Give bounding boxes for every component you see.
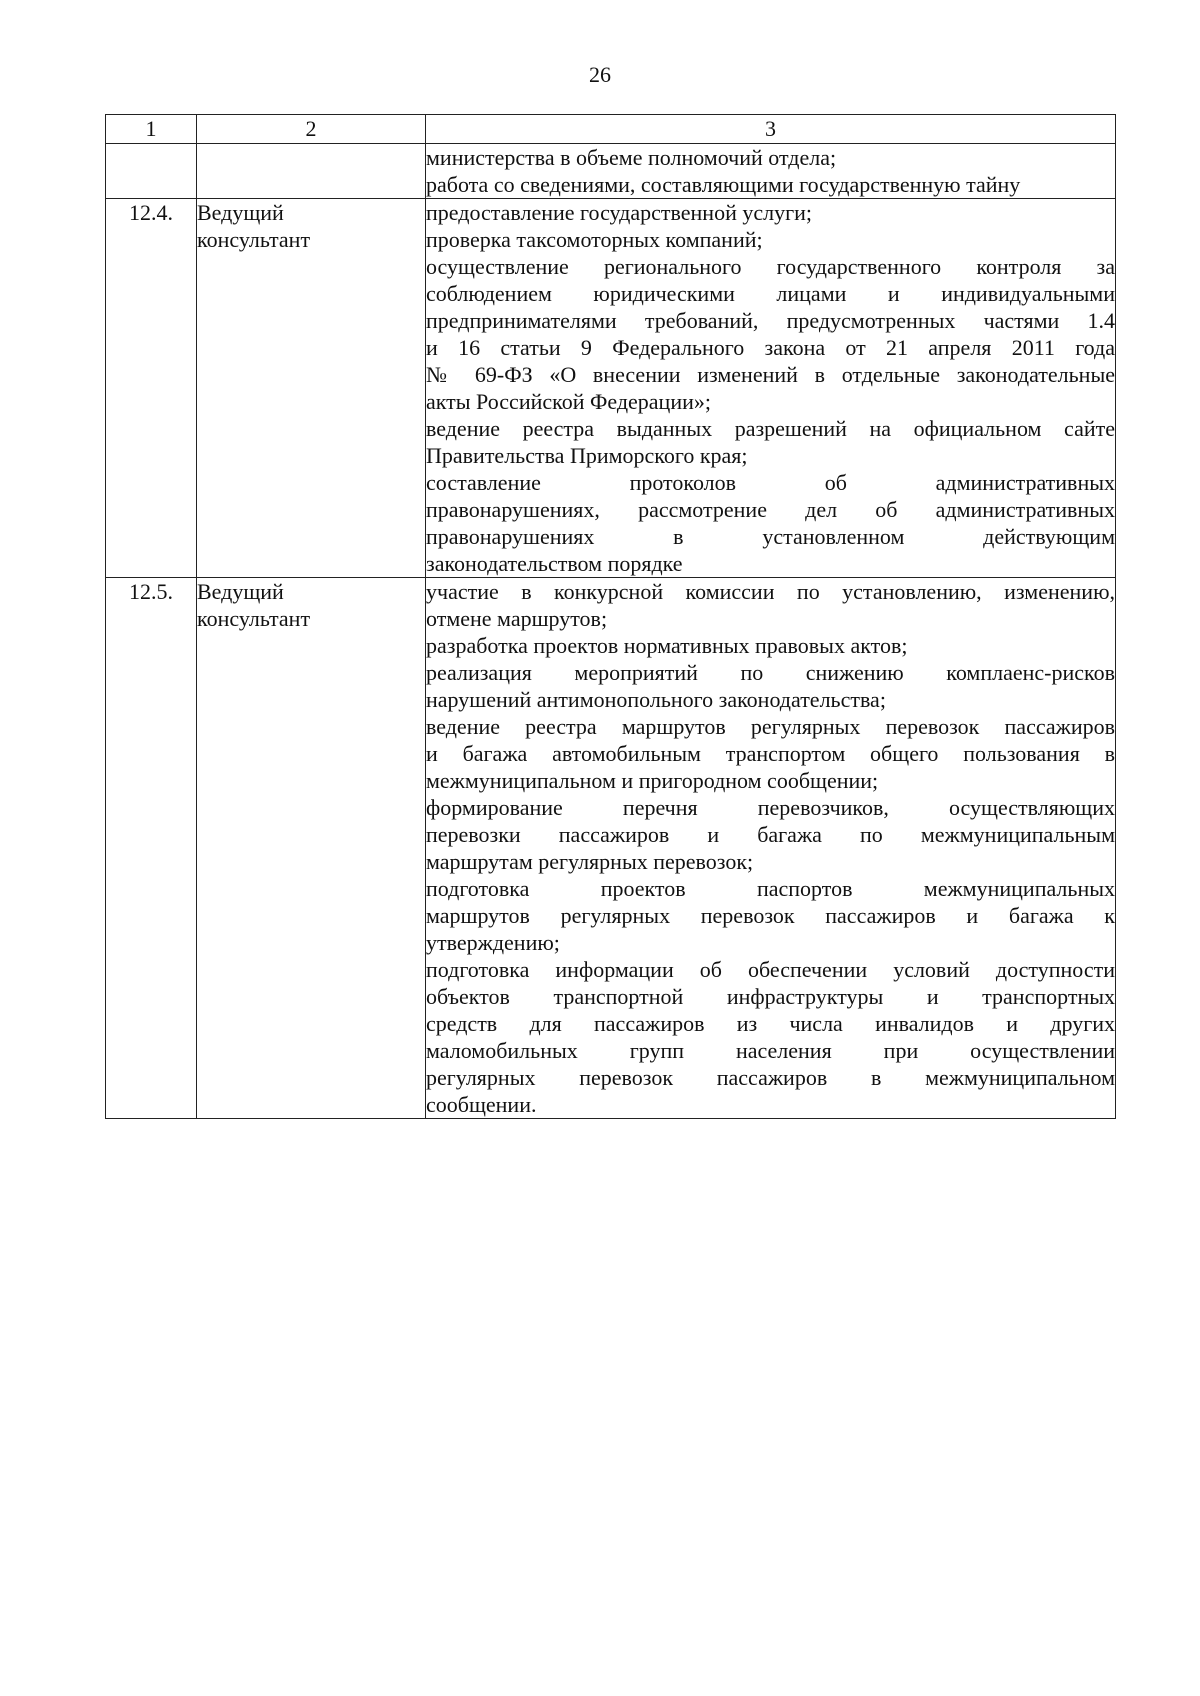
duty-text-line: подготовка информации об обеспечении условий доступности — [426, 957, 1115, 982]
duty-text-line: участие в конкурсной комиссии по установлению, изменению, — [426, 579, 1115, 604]
duty-item — [426, 794, 1115, 875]
duty-text-line: межмуниципальном и пригородном сообщении; — [426, 768, 879, 793]
duty-item — [426, 253, 1115, 415]
duty-text-line: осуществление регионального государственного контроля за — [426, 254, 1115, 279]
row-number-cell — [106, 144, 197, 199]
position-line: консультант — [197, 606, 311, 631]
table-row — [106, 144, 1116, 199]
duty-text-line: проверка таксомоторных компаний; — [426, 227, 763, 252]
table-row — [106, 578, 1116, 1119]
column-header-number: 1 — [106, 115, 197, 144]
duties-table — [105, 114, 1116, 1119]
duty-text-line: объектов транспортной инфраструктуры и транспортных — [426, 984, 1115, 1009]
duty-text-line: правонарушениях в установленном действующим — [426, 524, 1115, 549]
duty-text-line: правонарушениях, рассмотрение дел об административных — [426, 497, 1115, 522]
duty-text-line: министерства в объеме полномочий отдела; — [426, 145, 837, 170]
duty-item — [426, 469, 1115, 577]
duty-text-line: Правительства Приморского края; — [426, 443, 748, 468]
duty-text-line: подготовка проектов паспортов межмуниципальных — [426, 876, 1115, 901]
duty-item — [426, 659, 1115, 713]
position-line: Ведущий — [197, 579, 284, 604]
position-line: Ведущий — [197, 200, 284, 225]
position-cell — [197, 578, 426, 1119]
duty-text-line: реализация мероприятий по снижению комплаенс-рисков — [426, 660, 1115, 685]
duty-item — [426, 578, 1115, 632]
duty-item — [426, 632, 1115, 659]
duties-cell — [426, 199, 1116, 578]
duty-text-line: сообщении. — [426, 1092, 537, 1117]
duty-item — [426, 171, 1115, 198]
duty-item — [426, 415, 1115, 469]
duty-item — [426, 199, 1115, 226]
duty-item — [426, 713, 1115, 794]
duty-text-line: и багажа автомобильным транспортом общего пользования в — [426, 741, 1115, 766]
duty-text-line: маршрутов регулярных перевозок пассажиров и багажа к — [426, 903, 1115, 928]
duty-text-line: законодательством порядке — [426, 551, 683, 576]
position-cell — [197, 144, 426, 199]
duty-text-line: составление протоколов об административных — [426, 470, 1115, 495]
duties-cell — [426, 144, 1116, 199]
duties-cell — [426, 578, 1116, 1119]
duty-text-line: перевозки пассажиров и багажа по межмуниципальным — [426, 822, 1115, 847]
duty-text-line: и 16 статьи 9 Федерального закона от 21 апреля 2011 года — [426, 335, 1115, 360]
duty-text-line: утверждению; — [426, 930, 560, 955]
duty-text-line: предпринимателями требований, предусмотренных частями 1.4 — [426, 308, 1115, 333]
duty-text-line: ведение реестра маршрутов регулярных перевозок пассажиров — [426, 714, 1115, 739]
duty-text-line: предоставление государственной услуги; — [426, 200, 812, 225]
duty-text-line: работа со сведениями, составляющими государственную тайну — [426, 172, 1021, 197]
row-number-cell: 12.4. — [106, 199, 197, 578]
duty-item — [426, 226, 1115, 253]
duty-text-line: средств для пассажиров из числа инвалидов и других — [426, 1011, 1115, 1036]
table-row — [106, 199, 1116, 578]
row-number-cell: 12.5. — [106, 578, 197, 1119]
position-line: консультант — [197, 227, 311, 252]
duty-text-line: формирование перечня перевозчиков, осуществляющих — [426, 795, 1115, 820]
column-header-position: 2 — [197, 115, 426, 144]
duty-item — [426, 144, 1115, 171]
position-cell — [197, 199, 426, 578]
duty-text-line: маломобильных групп населения при осуществлении — [426, 1038, 1115, 1063]
duty-text-line: разработка проектов нормативных правовых актов; — [426, 633, 908, 658]
page-number: 26 — [589, 62, 611, 87]
duty-text-line: ведение реестра выданных разрешений на официальном сайте — [426, 416, 1115, 441]
duty-item — [426, 956, 1115, 1118]
duty-text-line: регулярных перевозок пассажиров в межмуниципальном — [426, 1065, 1115, 1090]
table-header-row — [106, 115, 1116, 144]
duty-text-line: соблюдением юридическими лицами и индивидуальными — [426, 281, 1115, 306]
duty-text-line: отмене маршрутов; — [426, 606, 608, 631]
duty-item — [426, 875, 1115, 956]
duty-text-line: нарушений антимонопольного законодательства; — [426, 687, 886, 712]
duty-text-line: № 69-ФЗ «О внесении изменений в отдельные законодательные — [426, 362, 1115, 387]
duty-text-line: маршрутам регулярных перевозок; — [426, 849, 754, 874]
duty-text-line: акты Российской Федерации»; — [426, 389, 711, 414]
column-header-duties: 3 — [426, 115, 1116, 144]
